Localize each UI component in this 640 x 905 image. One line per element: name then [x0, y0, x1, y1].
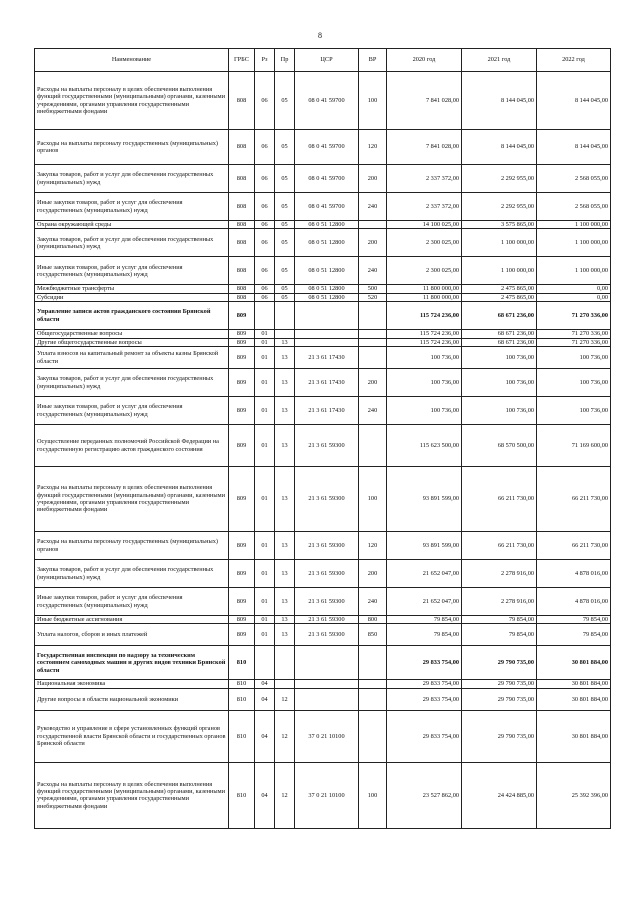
- rz-cell: [255, 302, 275, 330]
- grbs-cell: 808: [229, 293, 255, 301]
- csr-cell: 08 0 41 59700: [295, 130, 359, 165]
- grbs-cell: 808: [229, 229, 255, 257]
- amount-2021-cell: 79 854,00: [462, 624, 537, 646]
- col-header-2022: 2022 год: [537, 49, 611, 72]
- pr-cell: 05: [275, 72, 295, 130]
- vr-cell: 120: [359, 532, 387, 560]
- grbs-cell: 808: [229, 285, 255, 293]
- row-name-cell: Иные закупки товаров, работ и услуг для обеспечения государственных (муниципальных) нужд: [35, 257, 229, 285]
- amount-2021-cell: 100 736,00: [462, 347, 537, 369]
- amount-2022-cell: 30 801 884,00: [537, 646, 611, 680]
- amount-2020-cell: 11 800 000,00: [387, 293, 462, 301]
- amount-2022-cell: 0,00: [537, 285, 611, 293]
- amount-2021-cell: 68 671 236,00: [462, 302, 537, 330]
- amount-2020-cell: 79 854,00: [387, 624, 462, 646]
- table-row: [35, 347, 611, 369]
- csr-cell: 21 3 61 59300: [295, 588, 359, 616]
- table-row: [35, 72, 611, 130]
- amount-2022-cell: 1 100 000,00: [537, 221, 611, 229]
- table-row: [35, 285, 611, 293]
- vr-cell: [359, 646, 387, 680]
- table-row: [35, 425, 611, 467]
- amount-2020-cell: 93 891 599,00: [387, 532, 462, 560]
- csr-cell: 08 0 41 59700: [295, 193, 359, 221]
- amount-2020-cell: 100 736,00: [387, 397, 462, 425]
- pr-cell: 13: [275, 467, 295, 532]
- vr-cell: 100: [359, 467, 387, 532]
- table-row: [35, 710, 611, 762]
- amount-2021-cell: 3 575 865,00: [462, 221, 537, 229]
- pr-cell: 05: [275, 221, 295, 229]
- amount-2022-cell: 30 801 884,00: [537, 688, 611, 710]
- pr-cell: 13: [275, 338, 295, 346]
- vr-cell: 200: [359, 165, 387, 193]
- amount-2022-cell: 100 736,00: [537, 397, 611, 425]
- csr-cell: 08 0 51 12800: [295, 285, 359, 293]
- amount-2020-cell: 29 833 754,00: [387, 710, 462, 762]
- grbs-cell: 810: [229, 646, 255, 680]
- rz-cell: 01: [255, 532, 275, 560]
- pr-cell: 13: [275, 397, 295, 425]
- amount-2022-cell: 71 270 336,00: [537, 302, 611, 330]
- rz-cell: 01: [255, 425, 275, 467]
- amount-2021-cell: 66 211 730,00: [462, 467, 537, 532]
- rz-cell: 06: [255, 229, 275, 257]
- amount-2021-cell: 100 736,00: [462, 397, 537, 425]
- pr-cell: [275, 680, 295, 688]
- grbs-cell: 809: [229, 560, 255, 588]
- grbs-cell: 809: [229, 467, 255, 532]
- amount-2020-cell: 100 736,00: [387, 369, 462, 397]
- amount-2020-cell: 115 724 236,00: [387, 302, 462, 330]
- csr-cell: [295, 646, 359, 680]
- amount-2022-cell: 71 270 336,00: [537, 330, 611, 338]
- grbs-cell: 809: [229, 369, 255, 397]
- col-header-name: Наименование: [35, 49, 229, 72]
- amount-2022-cell: 0,00: [537, 293, 611, 301]
- csr-cell: 08 0 41 59700: [295, 165, 359, 193]
- pr-cell: 13: [275, 560, 295, 588]
- csr-cell: 37 0 21 10100: [295, 710, 359, 762]
- amount-2021-cell: 66 211 730,00: [462, 532, 537, 560]
- col-header-2021: 2021 год: [462, 49, 537, 72]
- row-name-cell: Расходы на выплаты персоналу в целях обеспечения выполнения функций государственными (муниципальными) органами, казенными учреждениями, органами управления государственными внебюджетными фондами: [35, 467, 229, 532]
- row-name-cell: Общегосударственные вопросы: [35, 330, 229, 338]
- vr-cell: 120: [359, 130, 387, 165]
- amount-2021-cell: 8 144 045,00: [462, 72, 537, 130]
- rz-cell: 01: [255, 347, 275, 369]
- amount-2022-cell: 100 736,00: [537, 369, 611, 397]
- amount-2022-cell: 79 854,00: [537, 616, 611, 624]
- rz-cell: 01: [255, 369, 275, 397]
- pr-cell: 12: [275, 710, 295, 762]
- rz-cell: 06: [255, 285, 275, 293]
- amount-2021-cell: 68 671 236,00: [462, 330, 537, 338]
- rz-cell: 06: [255, 165, 275, 193]
- amount-2020-cell: 11 800 000,00: [387, 285, 462, 293]
- pr-cell: 13: [275, 425, 295, 467]
- amount-2021-cell: 8 144 045,00: [462, 130, 537, 165]
- amount-2021-cell: 2 278 916,00: [462, 588, 537, 616]
- rz-cell: 01: [255, 624, 275, 646]
- amount-2020-cell: 7 841 028,00: [387, 72, 462, 130]
- row-name-cell: Межбюджетные трансферты: [35, 285, 229, 293]
- pr-cell: 05: [275, 229, 295, 257]
- vr-cell: [359, 330, 387, 338]
- grbs-cell: 809: [229, 397, 255, 425]
- row-name-cell: Расходы на выплаты персоналу государственных (муниципальных) органов: [35, 130, 229, 165]
- table-row: [35, 532, 611, 560]
- amount-2020-cell: 7 841 028,00: [387, 130, 462, 165]
- rz-cell: 06: [255, 221, 275, 229]
- rz-cell: 04: [255, 688, 275, 710]
- vr-cell: [359, 425, 387, 467]
- amount-2022-cell: 66 211 730,00: [537, 467, 611, 532]
- grbs-cell: 808: [229, 130, 255, 165]
- page-number: 8: [318, 31, 322, 40]
- grbs-cell: 809: [229, 588, 255, 616]
- row-name-cell: Государственная инспекция по надзору за техническим состоянием самоходных машин и других видов техники Брянской области: [35, 646, 229, 680]
- csr-cell: 08 0 51 12800: [295, 221, 359, 229]
- amount-2022-cell: 66 211 730,00: [537, 532, 611, 560]
- vr-cell: [359, 680, 387, 688]
- table-row: [35, 680, 611, 688]
- rz-cell: 01: [255, 588, 275, 616]
- amount-2022-cell: 4 878 016,00: [537, 588, 611, 616]
- grbs-cell: 809: [229, 302, 255, 330]
- vr-cell: 850: [359, 624, 387, 646]
- amount-2021-cell: 1 100 000,00: [462, 229, 537, 257]
- grbs-cell: 809: [229, 425, 255, 467]
- pr-cell: [275, 646, 295, 680]
- amount-2021-cell: 29 790 735,00: [462, 710, 537, 762]
- pr-cell: 05: [275, 293, 295, 301]
- vr-cell: 200: [359, 560, 387, 588]
- amount-2020-cell: 2 337 372,00: [387, 165, 462, 193]
- col-header-vr: ВР: [359, 49, 387, 72]
- grbs-cell: 809: [229, 347, 255, 369]
- amount-2022-cell: 2 568 055,00: [537, 193, 611, 221]
- pr-cell: 05: [275, 130, 295, 165]
- row-name-cell: Осуществление переданных полномочий Российской Федерации на государственную регистрацию актов гражданского состояния: [35, 425, 229, 467]
- rz-cell: 06: [255, 72, 275, 130]
- table-row: [35, 467, 611, 532]
- rz-cell: 01: [255, 467, 275, 532]
- table-row: [35, 616, 611, 624]
- vr-cell: [359, 347, 387, 369]
- csr-cell: [295, 688, 359, 710]
- vr-cell: 500: [359, 285, 387, 293]
- amount-2021-cell: 29 790 735,00: [462, 646, 537, 680]
- pr-cell: 12: [275, 762, 295, 828]
- table-header-row: [35, 49, 611, 72]
- amount-2022-cell: 8 144 045,00: [537, 130, 611, 165]
- row-name-cell: Закупка товаров, работ и услуг для обеспечения государственных (муниципальных) нужд: [35, 369, 229, 397]
- amount-2021-cell: 24 424 885,00: [462, 762, 537, 828]
- amount-2022-cell: 71 169 600,00: [537, 425, 611, 467]
- amount-2022-cell: 1 100 000,00: [537, 257, 611, 285]
- csr-cell: 21 3 61 17430: [295, 347, 359, 369]
- rz-cell: 06: [255, 130, 275, 165]
- csr-cell: 08 0 51 12800: [295, 293, 359, 301]
- pr-cell: 05: [275, 165, 295, 193]
- vr-cell: 800: [359, 616, 387, 624]
- rz-cell: 01: [255, 330, 275, 338]
- rz-cell: 04: [255, 762, 275, 828]
- table-row: [35, 193, 611, 221]
- amount-2020-cell: 2 300 025,00: [387, 229, 462, 257]
- csr-cell: 08 0 41 59700: [295, 72, 359, 130]
- pr-cell: 13: [275, 369, 295, 397]
- table-row: [35, 688, 611, 710]
- csr-cell: [295, 338, 359, 346]
- table-row: [35, 130, 611, 165]
- grbs-cell: 809: [229, 616, 255, 624]
- table-row: [35, 397, 611, 425]
- vr-cell: 200: [359, 369, 387, 397]
- amount-2020-cell: 2 337 372,00: [387, 193, 462, 221]
- vr-cell: 240: [359, 397, 387, 425]
- row-name-cell: Закупка товаров, работ и услуг для обеспечения государственных (муниципальных) нужд: [35, 560, 229, 588]
- csr-cell: 08 0 51 12800: [295, 229, 359, 257]
- rz-cell: 06: [255, 293, 275, 301]
- row-name-cell: Расходы на выплаты персоналу в целях обеспечения выполнения функций государственными (муниципальными) органами, казенными учреждениями, органами управления государственными внебюджетными фондами: [35, 762, 229, 828]
- vr-cell: 240: [359, 588, 387, 616]
- pr-cell: [275, 330, 295, 338]
- pr-cell: [275, 302, 295, 330]
- grbs-cell: 808: [229, 221, 255, 229]
- grbs-cell: 808: [229, 165, 255, 193]
- pr-cell: 13: [275, 347, 295, 369]
- row-name-cell: Уплата взносов на капитальный ремонт за объекты казны Брянской области: [35, 347, 229, 369]
- grbs-cell: 809: [229, 532, 255, 560]
- pr-cell: 13: [275, 616, 295, 624]
- csr-cell: 21 3 61 17430: [295, 369, 359, 397]
- pr-cell: 13: [275, 588, 295, 616]
- col-header-csr: ЦСР: [295, 49, 359, 72]
- table-row: [35, 338, 611, 346]
- grbs-cell: 808: [229, 193, 255, 221]
- amount-2022-cell: 79 854,00: [537, 624, 611, 646]
- vr-cell: 240: [359, 257, 387, 285]
- amount-2021-cell: 2 292 955,00: [462, 165, 537, 193]
- amount-2021-cell: 100 736,00: [462, 369, 537, 397]
- amount-2020-cell: 21 652 047,00: [387, 560, 462, 588]
- csr-cell: 21 3 61 59300: [295, 624, 359, 646]
- amount-2021-cell: 2 278 916,00: [462, 560, 537, 588]
- amount-2022-cell: 100 736,00: [537, 347, 611, 369]
- row-name-cell: Управление записи актов гражданского состояния Брянской области: [35, 302, 229, 330]
- amount-2021-cell: 68 570 500,00: [462, 425, 537, 467]
- amount-2020-cell: 115 623 500,00: [387, 425, 462, 467]
- rz-cell: 01: [255, 616, 275, 624]
- amount-2022-cell: 25 392 396,00: [537, 762, 611, 828]
- grbs-cell: 810: [229, 710, 255, 762]
- table-row: [35, 646, 611, 680]
- grbs-cell: 809: [229, 624, 255, 646]
- row-name-cell: Другие общегосударственные вопросы: [35, 338, 229, 346]
- csr-cell: [295, 330, 359, 338]
- rz-cell: [255, 646, 275, 680]
- budget-table: [34, 48, 611, 829]
- col-header-rz: Рз: [255, 49, 275, 72]
- table-row: [35, 330, 611, 338]
- row-name-cell: Субсидии: [35, 293, 229, 301]
- pr-cell: 05: [275, 193, 295, 221]
- rz-cell: 04: [255, 680, 275, 688]
- amount-2022-cell: 1 100 000,00: [537, 229, 611, 257]
- amount-2020-cell: 2 300 025,00: [387, 257, 462, 285]
- rz-cell: 06: [255, 257, 275, 285]
- pr-cell: 12: [275, 688, 295, 710]
- csr-cell: 37 0 21 10100: [295, 762, 359, 828]
- pr-cell: 13: [275, 532, 295, 560]
- csr-cell: [295, 680, 359, 688]
- grbs-cell: 809: [229, 338, 255, 346]
- table-row: [35, 165, 611, 193]
- col-header-pr: Пр: [275, 49, 295, 72]
- vr-cell: 100: [359, 72, 387, 130]
- amount-2020-cell: 23 527 862,00: [387, 762, 462, 828]
- vr-cell: 200: [359, 229, 387, 257]
- amount-2022-cell: 71 270 336,00: [537, 338, 611, 346]
- amount-2021-cell: 1 100 000,00: [462, 257, 537, 285]
- table-row: [35, 369, 611, 397]
- vr-cell: 100: [359, 762, 387, 828]
- rz-cell: 06: [255, 193, 275, 221]
- row-name-cell: Иные закупки товаров, работ и услуг для обеспечения государственных (муниципальных) нужд: [35, 588, 229, 616]
- vr-cell: 240: [359, 193, 387, 221]
- grbs-cell: 810: [229, 688, 255, 710]
- amount-2021-cell: 29 790 735,00: [462, 680, 537, 688]
- amount-2020-cell: 93 891 599,00: [387, 467, 462, 532]
- vr-cell: 520: [359, 293, 387, 301]
- amount-2020-cell: 115 724 236,00: [387, 330, 462, 338]
- rz-cell: 01: [255, 560, 275, 588]
- row-name-cell: Другие вопросы в области национальной экономики: [35, 688, 229, 710]
- row-name-cell: Закупка товаров, работ и услуг для обеспечения государственных (муниципальных) нужд: [35, 165, 229, 193]
- table-row: [35, 588, 611, 616]
- row-name-cell: Закупка товаров, работ и услуг для обеспечения государственных (муниципальных) нужд: [35, 229, 229, 257]
- amount-2020-cell: 14 100 025,00: [387, 221, 462, 229]
- table-row: [35, 293, 611, 301]
- amount-2020-cell: 79 854,00: [387, 616, 462, 624]
- row-name-cell: Иные закупки товаров, работ и услуг для обеспечения государственных (муниципальных) нужд: [35, 397, 229, 425]
- row-name-cell: Национальная экономика: [35, 680, 229, 688]
- rz-cell: 01: [255, 397, 275, 425]
- row-name-cell: Иные закупки товаров, работ и услуг для обеспечения государственных (муниципальных) нужд: [35, 193, 229, 221]
- row-name-cell: Уплата налогов, сборов и иных платежей: [35, 624, 229, 646]
- amount-2022-cell: 8 144 045,00: [537, 72, 611, 130]
- amount-2022-cell: 30 801 884,00: [537, 680, 611, 688]
- grbs-cell: 809: [229, 330, 255, 338]
- amount-2020-cell: 115 724 236,00: [387, 338, 462, 346]
- csr-cell: [295, 302, 359, 330]
- amount-2020-cell: 21 652 047,00: [387, 588, 462, 616]
- rz-cell: 01: [255, 338, 275, 346]
- csr-cell: 21 3 61 59300: [295, 467, 359, 532]
- csr-cell: 21 3 61 17430: [295, 397, 359, 425]
- rz-cell: 04: [255, 710, 275, 762]
- grbs-cell: 810: [229, 680, 255, 688]
- table-row: [35, 302, 611, 330]
- csr-cell: 21 3 61 59300: [295, 532, 359, 560]
- vr-cell: [359, 688, 387, 710]
- row-name-cell: Расходы на выплаты персоналу в целях обеспечения выполнения функций государственными (муниципальными) органами, казенными учреждениями, органами управления государственными внебюджетными фондами: [35, 72, 229, 130]
- vr-cell: [359, 710, 387, 762]
- grbs-cell: 808: [229, 72, 255, 130]
- amount-2021-cell: 2 475 865,00: [462, 285, 537, 293]
- col-header-grbs: ГРБС: [229, 49, 255, 72]
- csr-cell: 21 3 61 59300: [295, 616, 359, 624]
- amount-2021-cell: 68 671 236,00: [462, 338, 537, 346]
- amount-2020-cell: 29 833 754,00: [387, 688, 462, 710]
- pr-cell: 13: [275, 624, 295, 646]
- amount-2021-cell: 79 854,00: [462, 616, 537, 624]
- row-name-cell: Охрана окружающей среды: [35, 221, 229, 229]
- pr-cell: 05: [275, 285, 295, 293]
- table-row: [35, 229, 611, 257]
- row-name-cell: Расходы на выплаты персоналу государственных (муниципальных) органов: [35, 532, 229, 560]
- grbs-cell: 808: [229, 257, 255, 285]
- pr-cell: 05: [275, 257, 295, 285]
- csr-cell: 21 3 61 59300: [295, 560, 359, 588]
- col-header-2020: 2020 год: [387, 49, 462, 72]
- amount-2022-cell: 4 878 016,00: [537, 560, 611, 588]
- vr-cell: [359, 302, 387, 330]
- amount-2020-cell: 29 833 754,00: [387, 680, 462, 688]
- amount-2020-cell: 29 833 754,00: [387, 646, 462, 680]
- amount-2020-cell: 100 736,00: [387, 347, 462, 369]
- amount-2021-cell: 2 292 955,00: [462, 193, 537, 221]
- table-row: [35, 624, 611, 646]
- grbs-cell: 810: [229, 762, 255, 828]
- csr-cell: 08 0 51 12800: [295, 257, 359, 285]
- table-row: [35, 762, 611, 828]
- amount-2021-cell: 29 790 735,00: [462, 688, 537, 710]
- amount-2022-cell: 2 568 055,00: [537, 165, 611, 193]
- row-name-cell: Иные бюджетные ассигнования: [35, 616, 229, 624]
- amount-2021-cell: 2 475 865,00: [462, 293, 537, 301]
- csr-cell: 21 3 61 59300: [295, 425, 359, 467]
- amount-2022-cell: 30 801 884,00: [537, 710, 611, 762]
- table-row: [35, 221, 611, 229]
- vr-cell: [359, 338, 387, 346]
- table-row: [35, 257, 611, 285]
- row-name-cell: Руководство и управление в сфере установленных функций органов государственной власти Брянской области и государственных органов Брянской области: [35, 710, 229, 762]
- vr-cell: [359, 221, 387, 229]
- table-row: [35, 560, 611, 588]
